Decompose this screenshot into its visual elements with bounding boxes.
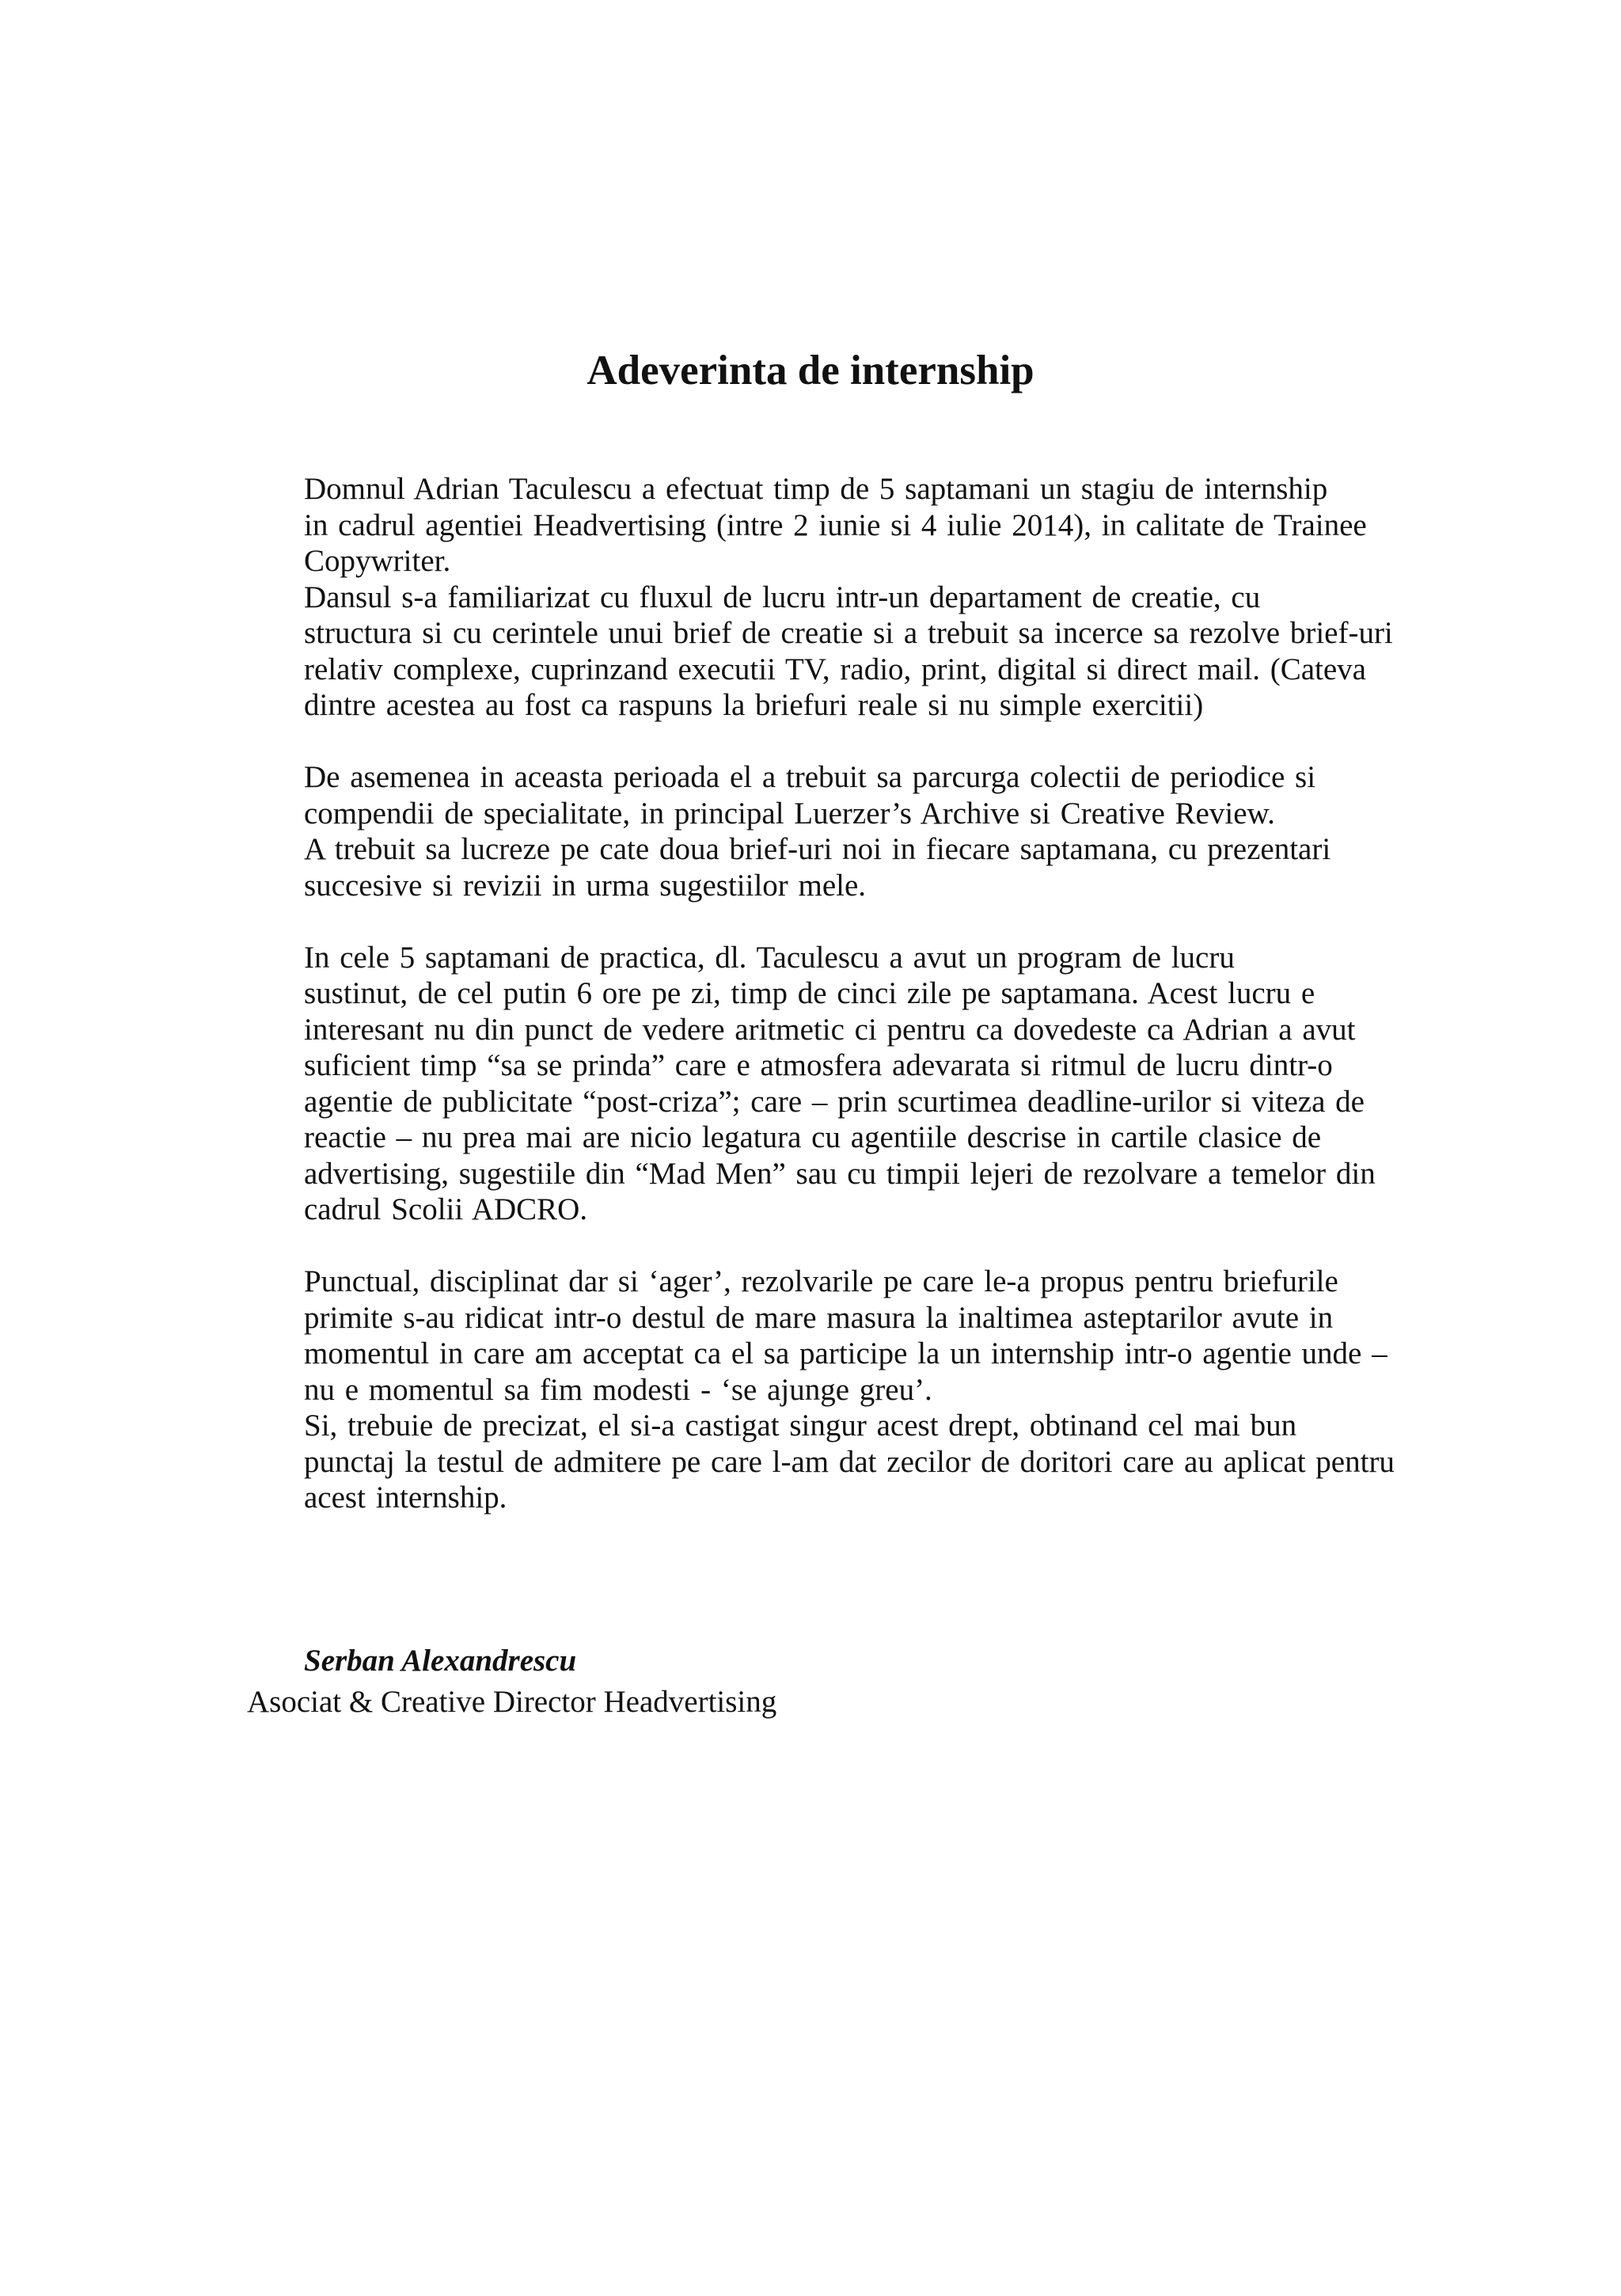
signature-block [247,1640,1355,1723]
signature-role: Asociat & Creative Director Headvertising [247,1685,777,1719]
text-line: compendii de specialitate, in principal Luerzer’s Archive si Creative Review. [304,796,1275,831]
text-line: nu e momentul sa fim modesti - ‘se ajunge greu’. [304,1372,932,1407]
text-line: suficient timp “sa se prinda” care e atmosfera adevarata si ritmul de lucru dintr-o [304,1048,1333,1082]
text-line: Dansul s-a familiarizat cu fluxul de lucru intr-un departament de creatie, cu [304,580,1261,614]
text-line: Punctual, disciplinat dar si ‘ager’, rezolvarile pe care le-a propus pentru briefurile [304,1264,1338,1298]
text-line: Domnul Adrian Taculescu a efectuat timp de 5 saptamani un stagiu de internship [304,472,1328,506]
text-line: A trebuit sa lucreze pe cate doua brief-uri noi in fiecare saptamana, cu prezentari [304,832,1331,866]
paragraph-admission [247,1408,1395,1516]
signature-name: Serban Alexandrescu [304,1644,577,1678]
text-line: Copywriter. [304,544,451,578]
paragraph-schedule [247,940,1379,1228]
text-line: succesive si revizii in urma sugestiilor mele. [304,868,867,903]
text-line: structura si cu cerintele unui brief de creatie si a trebuit sa incerce sa rezolve brief-uri [304,616,1393,650]
paragraph-periodicals [247,759,1379,831]
text-line: acest internship. [304,1481,507,1515]
text-line: reactie – nu prea mai are nicio legatura cu agentiile descrise in cartile clasice de [304,1120,1322,1154]
text-line: De asemenea in aceasta perioada el a trebuit sa parcurga colectii de periodice si [304,760,1316,794]
text-line: in cadrul agentiei Headvertising (intre 2 iunie si 4 iulie 2014), in calitate de Trainee [304,507,1367,542]
paragraph-internship-summary [247,471,1379,580]
text-line: momentul in care am acceptat ca el sa participe la un internship intr-o agentie unde – [304,1336,1388,1370]
text-line: interesant nu din punct de vedere aritmetic ci pentru ca dovedeste ca Adrian a avut [304,1012,1356,1047]
document-body [247,471,1395,1516]
text-line: punctaj la testul de admitere pe care l-am dat zecilor de doritori care au aplicat pentru [304,1444,1395,1479]
text-line: primite s-au ridicat intr-o destul de mare masura la inaltimea asteptarilor avute in [304,1300,1334,1335]
paragraph-workflow [247,580,1393,724]
text-line: In cele 5 saptamani de practica, dl. Taculescu a avut un program de lucru [304,940,1235,975]
text-line: relativ complexe, cuprinzand executii TV, radio, print, digital si direct mail. (Cateva [304,652,1366,686]
text-line: cadrul Scolii ADCRO. [304,1192,588,1226]
text-line: dintre acestea au fost ca raspuns la briefuri reale si nu simple exercitii) [304,688,1204,722]
paragraph-weekly-briefs [247,831,1379,903]
text-line: sustinut, de cel putin 6 ore pe zi, timp de cinci zile pe saptamana. Acest lucru e [304,976,1315,1010]
text-line: advertising, sugestiile din “Mad Men” sau cu timpii lejeri de rezolvare a temelor din [304,1156,1376,1191]
text-line: agentie de publicitate “post-criza”; care – prin scurtimea deadline-urilor si viteza de [304,1084,1365,1119]
document-title: Adeverinta de internship [587,348,1034,393]
text-line: Si, trebuie de precizat, el si-a castigat singur acest drept, obtinand cel mai bun [304,1408,1297,1443]
paragraph-evaluation [247,1264,1388,1408]
